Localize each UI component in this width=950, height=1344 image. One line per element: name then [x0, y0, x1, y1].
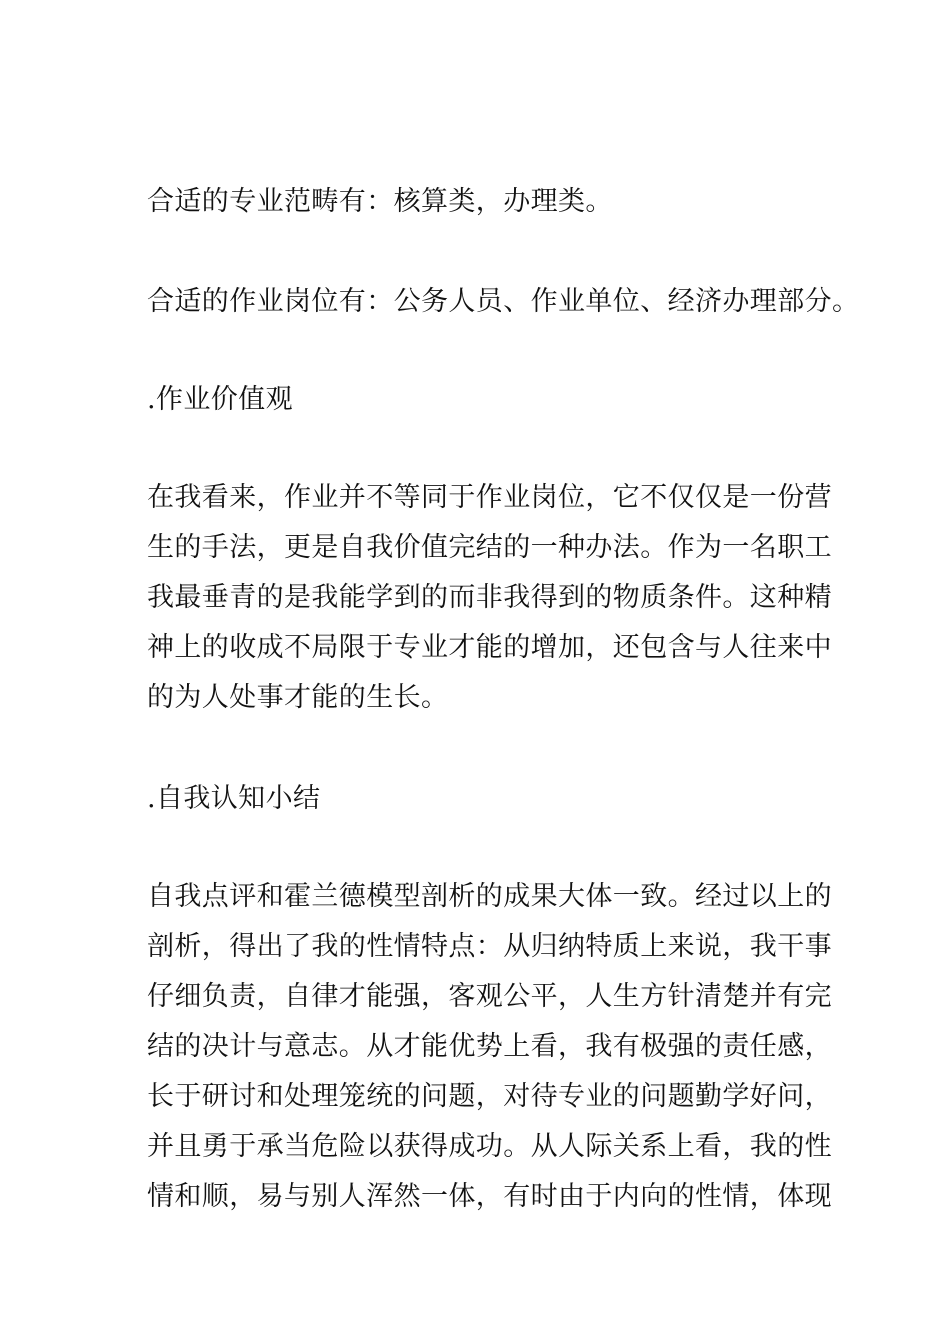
- section-heading-self-summary: .自我认知小结: [147, 783, 321, 814]
- paragraph-line: 我最垂青的是我能学到的而非我得到的物质条件。这种精: [147, 582, 832, 613]
- paragraph-line: 情和顺，易与别人浑然一体，有时由于内向的性情，体现: [147, 1181, 832, 1212]
- paragraph-line: 神上的收成不局限于专业才能的增加，还包含与人往来中: [147, 632, 832, 663]
- paragraph-line: 并且勇于承当危险以获得成功。从人际关系上看，我的性: [147, 1131, 832, 1162]
- major-category-line: 合适的专业范畴有：核算类，办理类。: [147, 186, 613, 217]
- job-position-line: 合适的作业岗位有：公务人员、作业单位、经济办理部分。: [147, 286, 860, 317]
- paragraph-line: 剖析，得出了我的性情特点：从归纳特质上来说，我干事: [147, 931, 832, 962]
- paragraph-line: 仔细负责，自律才能强，客观公平，人生方针清楚并有完: [147, 981, 832, 1012]
- paragraph-line: 的为人处事才能的生长。: [147, 682, 449, 713]
- paragraph-line: 结的决计与意志。从才能优势上看，我有极强的责任感，: [147, 1031, 832, 1062]
- paragraph-line: 生的手法，更是自我价值完结的一种办法。作为一名职工: [147, 532, 832, 563]
- work-values-paragraph: [147, 473, 832, 723]
- paragraph-line: 在我看来，作业并不等同于作业岗位，它不仅仅是一份营: [147, 482, 832, 513]
- paragraph-line: 自我点评和霍兰德模型剖析的成果大体一致。经过以上的: [147, 881, 832, 912]
- paragraph-line: 长于研讨和处理笼统的问题，对待专业的问题勤学好问，: [147, 1081, 832, 1112]
- self-summary-paragraph: [147, 872, 832, 1222]
- section-heading-work-values: .作业价值观: [147, 384, 293, 415]
